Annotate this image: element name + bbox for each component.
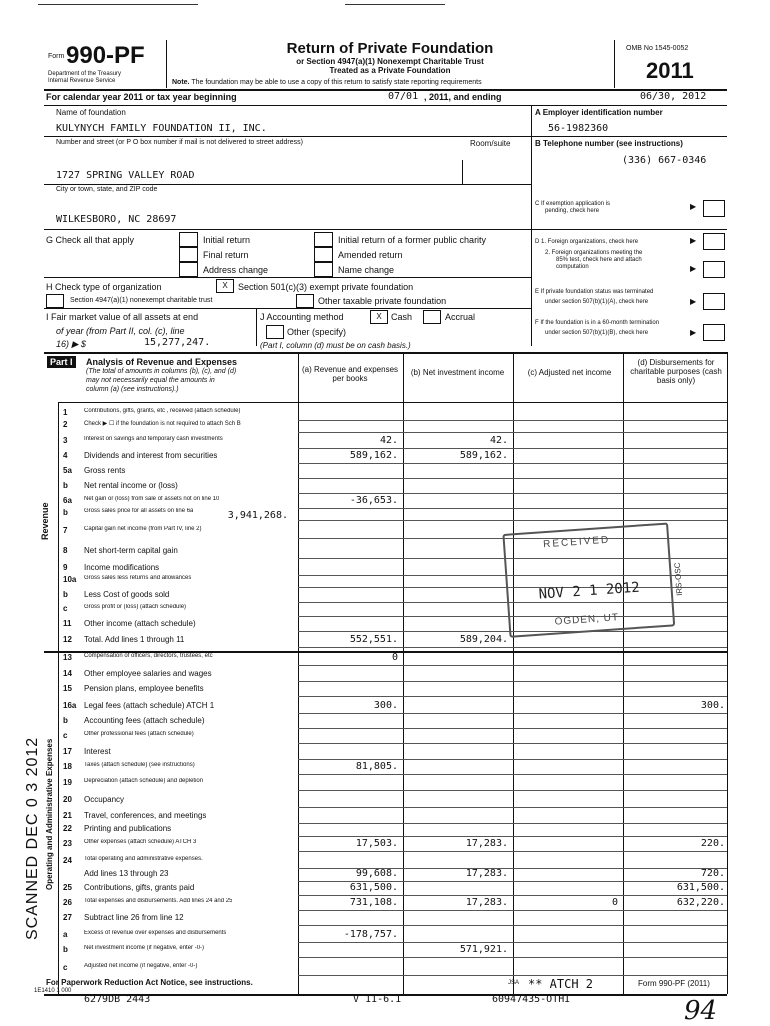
- form-subtitle-1: or Section 4947(a)(1) Nonexempt Charitable Trust: [296, 57, 484, 66]
- phone-value: (336) 667-0346: [622, 155, 707, 166]
- form-prefix: Form: [48, 53, 65, 60]
- row-number: 2: [63, 420, 68, 429]
- row-number: 13: [63, 653, 72, 662]
- name-change-label: Name change: [338, 265, 395, 275]
- revenue-side-label: Revenue: [40, 502, 50, 540]
- row-label: Other professional fees (attach schedule): [84, 731, 194, 737]
- initial-return-checkbox[interactable]: [179, 232, 198, 247]
- row-label: Depreciation (attach schedule) and depletion: [84, 778, 204, 784]
- row-value-col-a: 589,162.: [349, 450, 398, 461]
- phone-label: B Telephone number (see instructions): [535, 139, 683, 148]
- row-number: 7: [63, 526, 68, 535]
- cash-checkbox[interactable]: X: [370, 310, 388, 324]
- row-number: 17: [63, 747, 72, 756]
- col-b-header: (b) Net investment income: [410, 368, 505, 377]
- row-value-col-b: 17,283.: [465, 897, 508, 908]
- row-label: Contributions, gifts, grants paid: [84, 883, 195, 892]
- amended-return-checkbox[interactable]: [314, 247, 333, 262]
- calendar-mid: , 2011, and ending: [424, 92, 502, 102]
- room-label: Room/suite: [470, 139, 511, 148]
- row-label: Accounting fees (attach schedule): [84, 716, 205, 725]
- row-label: Dividends and interest from securities: [84, 451, 218, 460]
- row-value-col-b: 571,921.: [459, 944, 508, 955]
- ein-value: 56-1982360: [548, 123, 609, 134]
- row-value-col-c: 0: [611, 897, 618, 908]
- row-value-col-a: 99,608.: [355, 868, 398, 879]
- row-value-col-b: 17,283.: [465, 838, 508, 849]
- row-number: 20: [63, 795, 72, 804]
- jsa-label: JSA: [508, 980, 520, 986]
- row-label: Income modifications: [84, 563, 160, 572]
- row-label: Printing and publications: [84, 824, 172, 833]
- e-label-2: under section 507(b)(1)(A), check here: [545, 299, 649, 305]
- row-number: c: [63, 604, 68, 613]
- row-value-col-a: -178,757.: [343, 929, 398, 940]
- row-value-col-d: 720.: [700, 868, 725, 879]
- row-value-col-b: 42.: [489, 435, 508, 446]
- initial-former-checkbox[interactable]: [314, 232, 333, 247]
- row-label: Net rental income or (loss): [84, 481, 178, 490]
- expenses-side-label: Operating and Administrative Expenses: [45, 738, 54, 890]
- row-value-col-a: 731,108.: [349, 897, 398, 908]
- row-value-col-a: -36,653.: [349, 495, 398, 506]
- row-number: b: [63, 716, 68, 725]
- row-label: Other employee salaries and wages: [84, 669, 212, 678]
- note-text: The foundation may be able to use a copy of this return to satisfy state reporting requirements: [191, 79, 482, 86]
- c-label-1: C If exemption application is: [535, 201, 611, 207]
- row-number: 3: [63, 436, 68, 445]
- i-label-1: I Fair market value of all assets at end: [46, 312, 199, 322]
- f-label-2: under section 507(b)(1)(B), check here: [545, 330, 649, 336]
- row-number: b: [63, 945, 68, 954]
- row-number: 16a: [63, 701, 77, 710]
- cash-label: Cash: [391, 312, 413, 322]
- row-value-col-d: 632,220.: [676, 897, 725, 908]
- g-label: G Check all that apply: [46, 235, 135, 245]
- row-number: 9: [63, 563, 68, 572]
- form-number: 990-PF: [66, 42, 145, 69]
- d1-label: D 1. Foreign organizations, check here: [535, 239, 639, 245]
- part1-title: Analysis of Revenue and Expenses: [86, 357, 238, 367]
- row-label: Total. Add lines 1 through 11: [84, 635, 185, 644]
- scan-mark: [38, 4, 198, 5]
- c3-label: Section 501(c)(3) exempt private foundation: [238, 282, 414, 292]
- row-label: Subtract line 26 from line 12: [84, 913, 184, 922]
- dept-treasury: Department of the Treasury: [48, 71, 122, 77]
- gross-sales-value: 3,941,268.: [227, 510, 288, 521]
- row-number: 11: [63, 619, 72, 628]
- c3-checkbox[interactable]: X: [216, 279, 234, 293]
- row-label: Legal fees (attach schedule) ATCH 1: [84, 701, 215, 710]
- h-label: H Check type of organization: [46, 282, 162, 292]
- city-state-zip: WILKESBORO, NC 28697: [56, 214, 177, 225]
- c-label-2: pending, check here: [545, 208, 600, 214]
- city-label: City or town, state, and ZIP code: [56, 186, 158, 193]
- col-c-header: (c) Adjusted net income: [527, 368, 612, 377]
- part1-desc-1: (The total of amounts in columns (b), (c), and (d): [86, 368, 237, 375]
- row-label: Other expenses (attach schedule) ATCH 3: [84, 839, 197, 845]
- footer-ref: 60947435-OTHI: [492, 994, 571, 1005]
- street-label: Number and street (or P O box number if mail is not delivered to street address): [56, 139, 303, 146]
- initial-former-label: Initial return of a former public charity: [338, 235, 487, 245]
- row-number: 15: [63, 684, 72, 693]
- scanned-stamp: SCANNED DEC 0 3 2012: [24, 736, 41, 940]
- received-stamp-date: NOV 2 1 2012: [538, 579, 641, 603]
- d2-label-c: computation: [556, 264, 589, 270]
- row-number: 26: [63, 898, 72, 907]
- arrow-icon: ▶: [690, 297, 697, 306]
- attach-note: ** ATCH 2: [528, 977, 594, 991]
- received-stamp-title: RECEIVED: [542, 534, 611, 551]
- row-value-col-d: 300.: [700, 700, 725, 711]
- address-change-label: Address change: [203, 265, 269, 275]
- row-number: a: [63, 930, 68, 939]
- row-label: Travel, conferences, and meetings: [84, 811, 207, 820]
- software-version: V 11-6.1: [353, 994, 402, 1005]
- e-label-1: E If private foundation status was terminated: [535, 289, 654, 295]
- row-label: Gross rents: [84, 466, 126, 475]
- accrual-checkbox[interactable]: [423, 310, 441, 324]
- row-label: Less Cost of goods sold: [84, 590, 170, 599]
- row-label: Total expenses and disbursements. Add lines 24 and 25: [84, 898, 233, 904]
- form-title: Return of Private Foundation: [286, 40, 494, 57]
- row-label: Gross sales less returns and allowances: [84, 575, 192, 581]
- e-checkbox[interactable]: [703, 293, 725, 310]
- row-label: Capital gain net income (from Part IV, line 2): [84, 526, 202, 532]
- initial-return-label: Initial return: [203, 235, 251, 245]
- c-checkbox[interactable]: [703, 200, 725, 217]
- row-label: Interest on savings and temporary cash investments: [84, 436, 223, 442]
- row-number: 5a: [63, 466, 72, 475]
- row-value-col-a: 17,503.: [355, 838, 398, 849]
- part1-desc-3: column (a) (see instructions).): [86, 386, 179, 393]
- f-checkbox[interactable]: [703, 324, 725, 341]
- row-label: Occupancy: [84, 795, 125, 804]
- footer-code-2: 6279DB 2443: [84, 994, 151, 1005]
- row-value-col-a: 552,551.: [349, 634, 398, 645]
- amended-return-label: Amended return: [338, 250, 403, 260]
- row-number: b: [63, 481, 68, 490]
- form-footer-name: Form 990-PF (2011): [638, 979, 710, 988]
- name-label: Name of foundation: [56, 108, 126, 117]
- f-label-1: F If the foundation is in a 60-month termination: [535, 320, 660, 326]
- calendar-label: For calendar year 2011 or tax year beginning: [46, 92, 237, 102]
- row-value-col-a: 0: [391, 652, 398, 663]
- arrow-icon: ▶: [690, 328, 697, 337]
- d2-label-b: 85% test, check here and attach: [556, 257, 642, 263]
- row-number: c: [63, 963, 68, 972]
- final-return-checkbox[interactable]: [179, 247, 198, 262]
- row-value-col-a: 42.: [379, 435, 398, 446]
- row-number: 19: [63, 778, 72, 787]
- paperwork-notice: For Paperwork Reduction Act Notice, see instructions.: [46, 978, 253, 987]
- foundation-name: KULYNYCH FAMILY FOUNDATION II, INC.: [56, 123, 267, 134]
- row-label: Gross sales price for all assets on line 6a: [84, 508, 194, 514]
- ein-label: A Employer identification number: [535, 108, 663, 117]
- street-address: 1727 SPRING VALLEY ROAD: [56, 170, 195, 181]
- row-number: 10a: [63, 575, 77, 584]
- other-method-checkbox[interactable]: [266, 325, 284, 339]
- dept-irs: Internal Revenue Service: [48, 78, 116, 84]
- row-value-col-b: 589,204.: [459, 634, 508, 645]
- row-label: Compensation of officers, directors, trustees, etc: [84, 653, 213, 659]
- row-value-col-a: 81,805.: [355, 761, 398, 772]
- tax-year-end: 06/30, 2012: [640, 91, 707, 102]
- address-change-checkbox[interactable]: [179, 262, 198, 277]
- footer-code-1: 1E1410 1 000: [34, 988, 72, 994]
- row-number: 21: [63, 811, 72, 820]
- row-label: Gross profit or (loss) (attach schedule): [84, 604, 187, 610]
- d2-checkbox[interactable]: [703, 261, 725, 278]
- name-change-checkbox[interactable]: [314, 262, 333, 277]
- scan-mark: [345, 4, 445, 5]
- s4947-label: Section 4947(a)(1) nonexempt charitable trust: [70, 297, 213, 304]
- row-label: Check ▶ ☐ if the foundation is not required to attach Sch B: [84, 421, 241, 427]
- j-label: J Accounting method: [260, 312, 344, 322]
- row-number: 14: [63, 669, 72, 678]
- row-label: Excess of revenue over expenses and disbursements: [84, 930, 227, 936]
- row-label: Taxes (attach schedule) (see instructions): [84, 762, 195, 768]
- d2-label-a: 2. Foreign organizations meeting the: [545, 250, 643, 256]
- row-value-col-b: 17,283.: [465, 868, 508, 879]
- row-label: Adjusted net income (if negative, enter -0-): [84, 963, 198, 969]
- row-number: 1: [63, 408, 68, 417]
- note-label: Note.: [172, 79, 190, 86]
- row-value-col-b: 589,162.: [459, 450, 508, 461]
- tax-year: 2011: [646, 58, 694, 83]
- row-label: Total operating and administrative expenses.: [84, 856, 203, 862]
- received-stamp-irs: IRS-OSC: [672, 562, 685, 597]
- row-number: 4: [63, 451, 68, 460]
- arrow-icon: ▶: [690, 202, 697, 211]
- row-label: Net short-term capital gain: [84, 546, 178, 555]
- row-number: 23: [63, 839, 72, 848]
- j-note: (Part I, column (d) must be on cash basis.): [260, 341, 411, 350]
- row-number: b: [63, 508, 68, 517]
- row-label: Net investment income (if negative, enter -0-): [84, 945, 205, 951]
- i-label-2: of year (from Part II, col. (c), line: [56, 326, 185, 336]
- row-label: Other income (attach schedule): [84, 619, 196, 628]
- s4947-checkbox[interactable]: [46, 294, 64, 308]
- row-value-col-d: 220.: [700, 838, 725, 849]
- received-stamp-place: OGDEN, UT: [554, 612, 620, 628]
- form-subtitle-2: Treated as a Private Foundation: [329, 66, 451, 75]
- row-number: 22: [63, 824, 72, 833]
- row-value-col-a: 631,500.: [349, 882, 398, 893]
- received-stamp: [502, 522, 685, 644]
- handwritten-mark: 94: [684, 996, 718, 1026]
- row-label: Net gain or (loss) from sale of assets not on line 10: [84, 496, 220, 502]
- row-number: 27: [63, 913, 72, 922]
- other-taxable-checkbox[interactable]: [296, 294, 314, 308]
- row-number: c: [63, 731, 68, 740]
- row-number: 24: [63, 856, 72, 865]
- row-label: Pension plans, employee benefits: [84, 684, 204, 693]
- col-a-header: (a) Revenue and expenses per books: [301, 365, 399, 383]
- row-number: 8: [63, 546, 68, 555]
- i-label-3: 16) ▶ $: [56, 339, 86, 349]
- row-number: 6a: [63, 496, 72, 505]
- row-value-col-a: 300.: [373, 700, 398, 711]
- row-number: 25: [63, 883, 72, 892]
- arrow-icon: ▶: [690, 236, 697, 245]
- row-number: b: [63, 590, 68, 599]
- other-method-label: Other (specify): [287, 327, 347, 337]
- fmv-value: 15,277,247.: [144, 337, 211, 348]
- tax-year-begin: 07/01: [388, 91, 419, 102]
- row-value-col-d: 631,500.: [676, 882, 725, 893]
- row-number: 18: [63, 762, 72, 771]
- omb-number: OMB No 1545-0052: [626, 45, 689, 52]
- part1-desc-2: may not necessarily equal the amounts in: [86, 377, 215, 384]
- row-label: Contributions, gifts, grants, etc , received (attach schedule): [84, 408, 241, 414]
- accrual-label: Accrual: [445, 312, 476, 322]
- final-return-label: Final return: [203, 250, 249, 260]
- other-taxable-label: Other taxable private foundation: [318, 296, 447, 306]
- row-number: 12: [63, 635, 72, 644]
- part1-tag: Part I: [47, 356, 76, 368]
- col-d-header: (d) Disbursements for charitable purposes (cash basis only): [630, 358, 722, 385]
- arrow-icon: ▶: [690, 264, 697, 273]
- row-label: Add lines 13 through 23: [84, 869, 169, 878]
- d1-checkbox[interactable]: [703, 233, 725, 250]
- row-label: Interest: [84, 747, 111, 756]
